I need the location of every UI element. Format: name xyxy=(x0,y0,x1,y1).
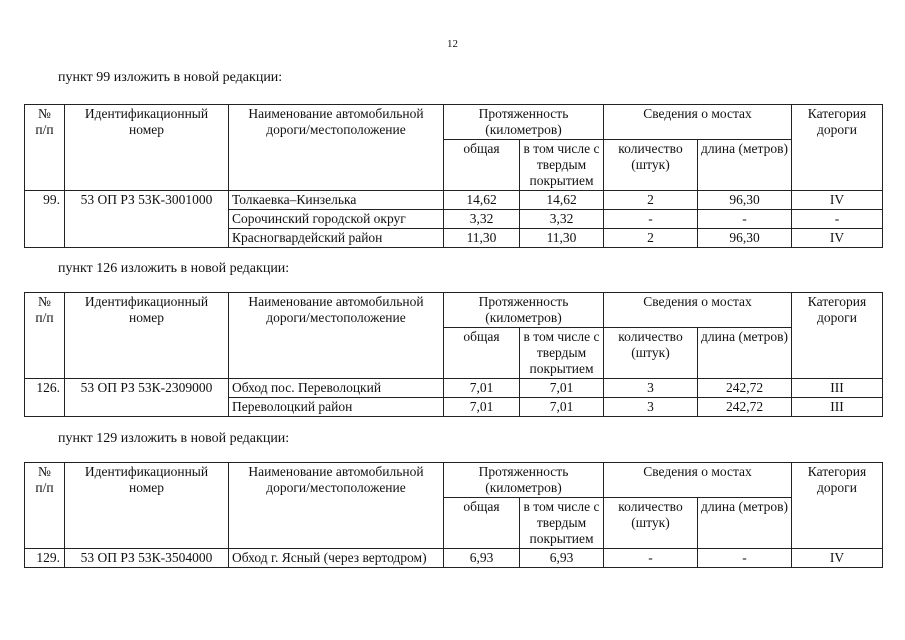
cell-length-total: 11,30 xyxy=(444,229,520,248)
cell-bridges-length: 242,72 xyxy=(698,398,792,417)
header-length-hard: в том числе с твердым покрытием xyxy=(520,328,604,379)
cell-category: IV xyxy=(792,191,883,210)
header-bridges-count: количество (штук) xyxy=(604,498,698,549)
cell-category: - xyxy=(792,210,883,229)
roads-table xyxy=(24,462,883,568)
header-name: Наименование автомобильной дороги/местоположение xyxy=(229,105,444,191)
section-intro-129: пункт 129 изложить в новой редакции: xyxy=(58,431,290,446)
header-length-total: общая xyxy=(444,140,520,191)
header-length-hard: в том числе с твердым покрытием xyxy=(520,498,604,549)
header-category: Категория дороги xyxy=(792,463,883,549)
header-bridges: Сведения о мостах xyxy=(604,463,792,498)
cell-bridges-length: - xyxy=(698,210,792,229)
cell-num xyxy=(25,229,65,248)
header-category: Категория дороги xyxy=(792,293,883,379)
cell-bridges-count: 2 xyxy=(604,229,698,248)
cell-ident: 53 ОП РЗ 53К-2309000 xyxy=(65,379,229,398)
cell-name: Толкаевка–Кинзелька xyxy=(229,191,444,210)
cell-length-total: 14,62 xyxy=(444,191,520,210)
header-num xyxy=(25,105,65,191)
table-row xyxy=(25,379,883,398)
cell-name: Переволоцкий район xyxy=(229,398,444,417)
header-num-label: № п/п xyxy=(35,294,54,325)
cell-length-hard: 14,62 xyxy=(520,191,604,210)
roads-table xyxy=(24,292,883,417)
header-category: Категория дороги xyxy=(792,105,883,191)
header-bridges-length: длина (метров) xyxy=(698,498,792,549)
header-num-label: № п/п xyxy=(35,464,54,495)
cell-bridges-count: 3 xyxy=(604,398,698,417)
cell-ident xyxy=(65,229,229,248)
cell-name: Обход г. Ясный (через вертодром) xyxy=(229,549,444,568)
header-num xyxy=(25,293,65,379)
header-bridges: Сведения о мостах xyxy=(604,105,792,140)
cell-category: IV xyxy=(792,549,883,568)
roads-table xyxy=(24,104,883,248)
cell-category: III xyxy=(792,398,883,417)
header-ident: Идентификационный номер xyxy=(65,105,229,191)
cell-bridges-count: - xyxy=(604,549,698,568)
cell-name: Красногвардейский район xyxy=(229,229,444,248)
cell-ident xyxy=(65,398,229,417)
header-length-total: общая xyxy=(444,328,520,379)
table-row xyxy=(25,210,883,229)
header-length: Протяженность (километров) xyxy=(444,463,604,498)
cell-ident xyxy=(65,210,229,229)
cell-length-total: 3,32 xyxy=(444,210,520,229)
header-bridges: Сведения о мостах xyxy=(604,293,792,328)
page-number: 12 xyxy=(447,38,458,50)
cell-num: 126. xyxy=(25,379,65,398)
cell-length-hard: 7,01 xyxy=(520,398,604,417)
cell-name: Обход пос. Переволоцкий xyxy=(229,379,444,398)
cell-length-total: 7,01 xyxy=(444,398,520,417)
header-bridges-length: длина (метров) xyxy=(698,328,792,379)
cell-category: IV xyxy=(792,229,883,248)
cell-bridges-count: 3 xyxy=(604,379,698,398)
section-intro-99: пункт 99 изложить в новой редакции: xyxy=(58,70,283,85)
table-row xyxy=(25,398,883,417)
table-row xyxy=(25,229,883,248)
cell-num: 99. xyxy=(25,191,65,210)
cell-length-total: 6,93 xyxy=(444,549,520,568)
header-length-hard: в том числе с твердым покрытием xyxy=(520,140,604,191)
header-ident: Идентификационный номер xyxy=(65,463,229,549)
cell-length-hard: 6,93 xyxy=(520,549,604,568)
cell-bridges-count: - xyxy=(604,210,698,229)
header-bridges-count: количество (штук) xyxy=(604,140,698,191)
section-intro-126: пункт 126 изложить в новой редакции: xyxy=(58,261,290,276)
header-bridges-length: длина (метров) xyxy=(698,140,792,191)
header-length: Протяженность (километров) xyxy=(444,293,604,328)
cell-ident: 53 ОП РЗ 53К-3001000 xyxy=(65,191,229,210)
cell-length-total: 7,01 xyxy=(444,379,520,398)
cell-num: 129. xyxy=(25,549,65,568)
cell-name: Сорочинский городской округ xyxy=(229,210,444,229)
header-name: Наименование автомобильной дороги/местоположение xyxy=(229,293,444,379)
header-num-label: № п/п xyxy=(35,106,54,137)
header-name: Наименование автомобильной дороги/местоположение xyxy=(229,463,444,549)
cell-length-hard: 3,32 xyxy=(520,210,604,229)
header-length: Протяженность (километров) xyxy=(444,105,604,140)
header-bridges-count: количество (штук) xyxy=(604,328,698,379)
cell-length-hard: 11,30 xyxy=(520,229,604,248)
cell-bridges-count: 2 xyxy=(604,191,698,210)
header-num xyxy=(25,463,65,549)
table-row xyxy=(25,191,883,210)
cell-category: III xyxy=(792,379,883,398)
cell-bridges-length: 96,30 xyxy=(698,229,792,248)
header-ident: Идентификационный номер xyxy=(65,293,229,379)
header-length-total: общая xyxy=(444,498,520,549)
cell-ident: 53 ОП РЗ 53К-3504000 xyxy=(65,549,229,568)
cell-length-hard: 7,01 xyxy=(520,379,604,398)
cell-bridges-length: - xyxy=(698,549,792,568)
table-row xyxy=(25,549,883,568)
cell-num xyxy=(25,398,65,417)
cell-num xyxy=(25,210,65,229)
cell-bridges-length: 242,72 xyxy=(698,379,792,398)
cell-bridges-length: 96,30 xyxy=(698,191,792,210)
